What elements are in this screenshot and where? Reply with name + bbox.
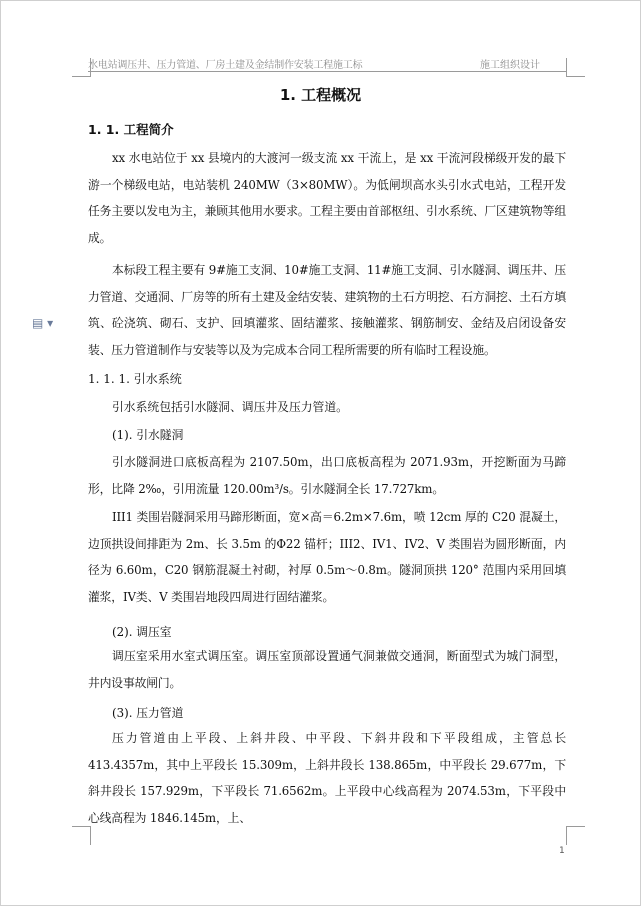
paragraph-tunnel-rock-class: III1 类围岩隧洞采用马蹄形断面，宽×高＝6.2m×7.6m，喷 12cm 厚的 C20 混凝土，边顶拱设间排距为 2m、长 3.5m 的Φ22 锚杆；III2、IV1、IV2、V 类围岩为圆形断面，内径为 6.60m，C20 钢筋混凝土衬砌，衬厚 0.5m～0.8m。隧洞顶拱 120° 范围内采用回填灌浆，IV类、V 类围岩地段四周进行固结灌浆。 (88, 510, 566, 604)
paragraph-tunnel-elevation: 引水隧洞进口底板高程为 2107.50m，出口底板高程为 2071.93m，开挖断面为马蹄形，比降 2‰，引用流量 120.00m³/s。引水隧洞全长 17.727km。 (88, 455, 566, 496)
corner-mark-top-right (566, 58, 585, 77)
subheading-surge-chamber: (2). 调压室 (112, 625, 172, 639)
page-number: 1 (559, 846, 565, 856)
paragraph-surge-chamber: 调压室采用水室式调压室。调压室顶部设置通气洞兼做交通洞，断面型式为城门洞型，井内设事故闸门。 (88, 649, 566, 690)
header-right-text: 施工组织设计 (480, 60, 540, 71)
document-icon[interactable]: ▤ ▾ (32, 316, 54, 330)
section-heading-1-1-1: 1. 1. 1. 引水系统 (88, 372, 182, 386)
paragraph-water-system-intro: 引水系统包括引水隧洞、调压井及压力管道。 (112, 400, 348, 414)
paragraph-overview: xx 水电站位于 xx 县境内的大渡河一级支流 xx 干流上，是 xx 干流河段梯级开发的最下游一个梯级电站，电站装机 240MW（3×80MW）。为低闸坝高水头引水式电站，工程开发任务主要以发电为主，兼顾其他用水要求。工程主要由首部枢纽、引水系统、厂区建筑物等组成。 (88, 151, 566, 245)
page-title: 1. 工程概况 (279, 86, 362, 104)
subheading-penstock: (3). 压力管道 (112, 706, 184, 720)
paragraph-penstock: 压力管道由上平段、上斜井段、中平段、下斜井段和下平段组成，主管总长 413.4357m，其中上平段长 15.309m，上斜井段长 138.865m，中平段长 29.677m，下斜井段长 157.929m，下平段长 71.6562m。上平段中心线高程为 2074.53m，下平段中心线高程为 1846.145m，上、 (88, 731, 566, 825)
paragraph-scope: 本标段工程主要有 9#施工支洞、10#施工支洞、11#施工支洞、引水隧洞、调压井、压力管道、交通洞、厂房等的所有土建及金结安装、建筑物的土石方明挖、石方洞挖、土石方填筑、砼浇筑、砌石、支护、回填灌浆、固结灌浆、接触灌浆、钢筋制安、金结及启闭设备安装、压力管道制作与安装等以及为完成本合同工程所需要的所有临时工程设施。 (88, 263, 566, 357)
header-left-text: 水电站调压井、压力管道、厂房土建及金结制作安装工程施工标 (88, 60, 363, 71)
subheading-diversion-tunnel: (1). 引水隧洞 (112, 428, 184, 442)
corner-mark-top-left (72, 58, 91, 77)
corner-mark-bottom-right (566, 826, 585, 845)
section-heading-1-1: 1. 1. 工程简介 (88, 122, 174, 137)
page-header (88, 55, 566, 72)
